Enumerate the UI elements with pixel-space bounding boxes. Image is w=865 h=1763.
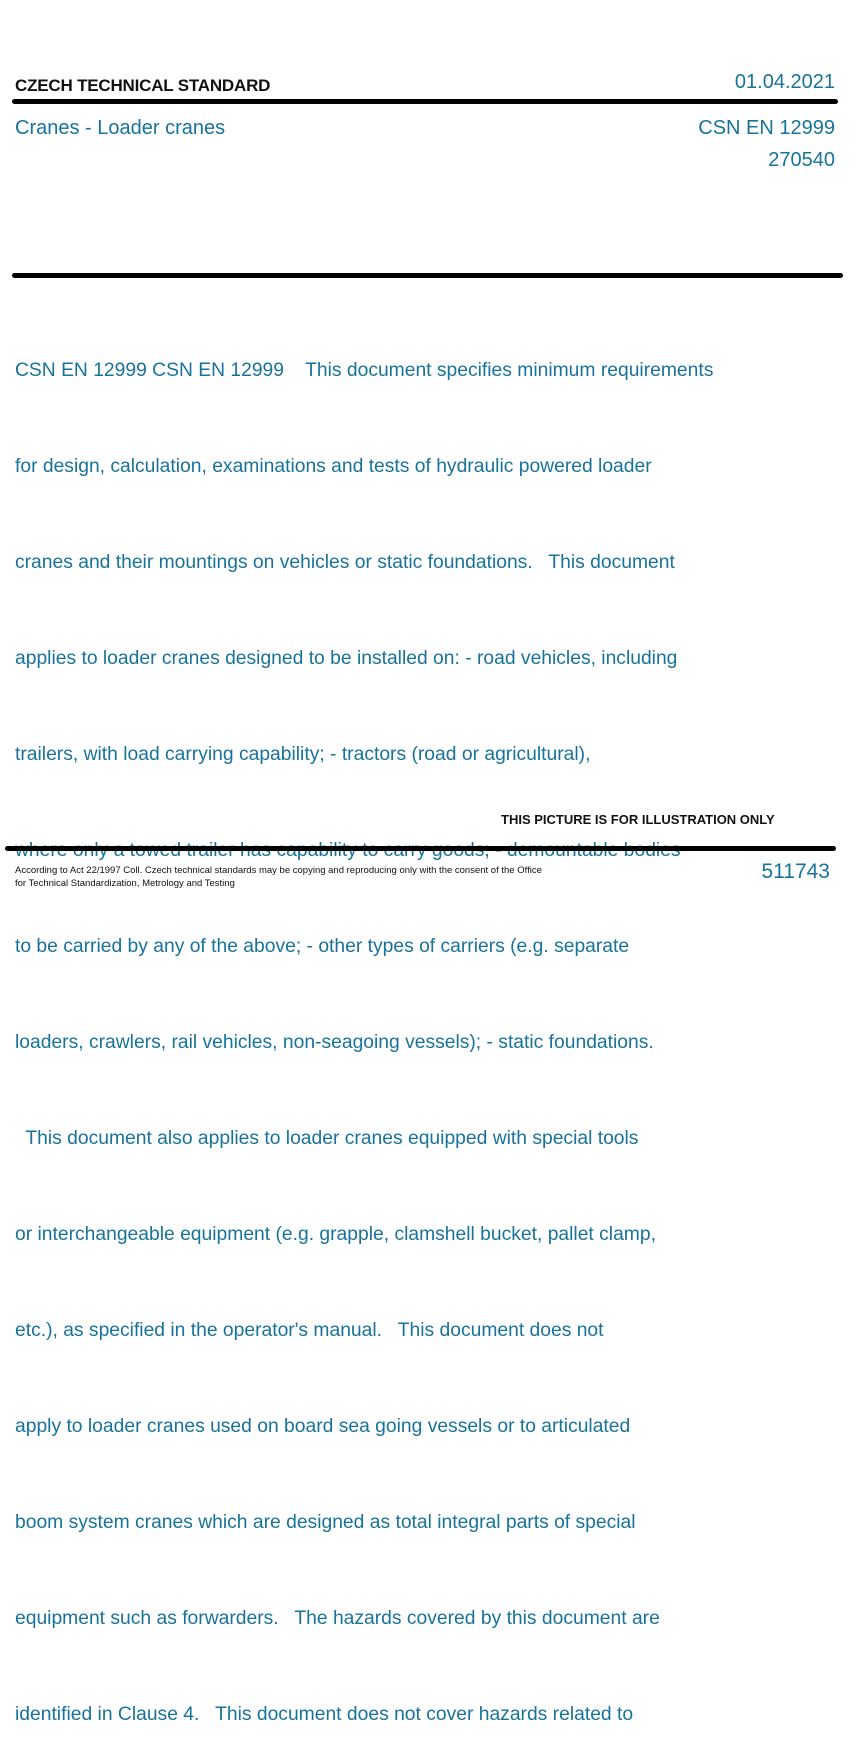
document-date: 01.04.2021 <box>734 71 835 93</box>
standard-title: Cranes - Loader cranes <box>15 117 226 139</box>
abstract-line: cranes and their mountings on vehicles or static foundations. This document <box>15 552 675 573</box>
abstract-line: equipment such as forwarders. The hazards covered by this document are <box>15 1608 660 1629</box>
abstract-line: trailers, with load carrying capability; - tractors (road or agricultural), <box>15 744 591 765</box>
illustration-note: THIS PICTURE IS FOR ILLUSTRATION ONLY <box>501 812 775 827</box>
legal-line: According to Act 22/1997 Coll. Czech technical standards may be copying and reproducing only with the consent of the Office <box>15 865 542 876</box>
legal-notice <box>15 864 542 890</box>
abstract-line: applies to loader cranes designed to be installed on: - road vehicles, including <box>15 648 678 669</box>
document-header-label: CZECH TECHNICAL STANDARD <box>15 76 271 95</box>
footer-divider <box>5 846 836 851</box>
abstract-line <box>15 835 713 867</box>
abstract-line: identified in Clause 4. This document does not cover hazards related to <box>15 1704 634 1725</box>
abstract-line: loaders, crawlers, rail vehicles, non-seagoing vessels); - static foundations. <box>15 1032 654 1053</box>
header-divider <box>12 99 838 104</box>
abstract-line: This document also applies to loader cranes equipped with special tools <box>15 1128 639 1149</box>
abstract-line: for design, calculation, examinations and tests of hydraulic powered loader <box>15 456 652 477</box>
abstract-line: boom system cranes which are designed as total integral parts of special <box>15 1512 636 1533</box>
abstract-line: CSN EN 12999 CSN EN 12999 This document specifies minimum requirements <box>15 360 714 381</box>
legal-line: for Technical Standardization, Metrology and Testing <box>15 878 235 889</box>
document-abstract <box>15 291 713 1763</box>
footer-number: 511743 <box>761 860 830 883</box>
standard-number: 270540 <box>768 149 835 171</box>
abstract-line: apply to loader cranes used on board sea going vessels or to articulated <box>15 1416 631 1437</box>
abstract-line: to be carried by any of the above; - other types of carriers (e.g. separate <box>15 936 630 957</box>
abstract-line: etc.), as specified in the operator's manual. This document does not <box>15 1320 604 1341</box>
abstract-line: or interchangeable equipment (e.g. grapple, clamshell bucket, pallet clamp, <box>15 1224 656 1245</box>
standard-code: CSN EN 12999 <box>698 117 835 139</box>
content-divider <box>12 273 843 278</box>
